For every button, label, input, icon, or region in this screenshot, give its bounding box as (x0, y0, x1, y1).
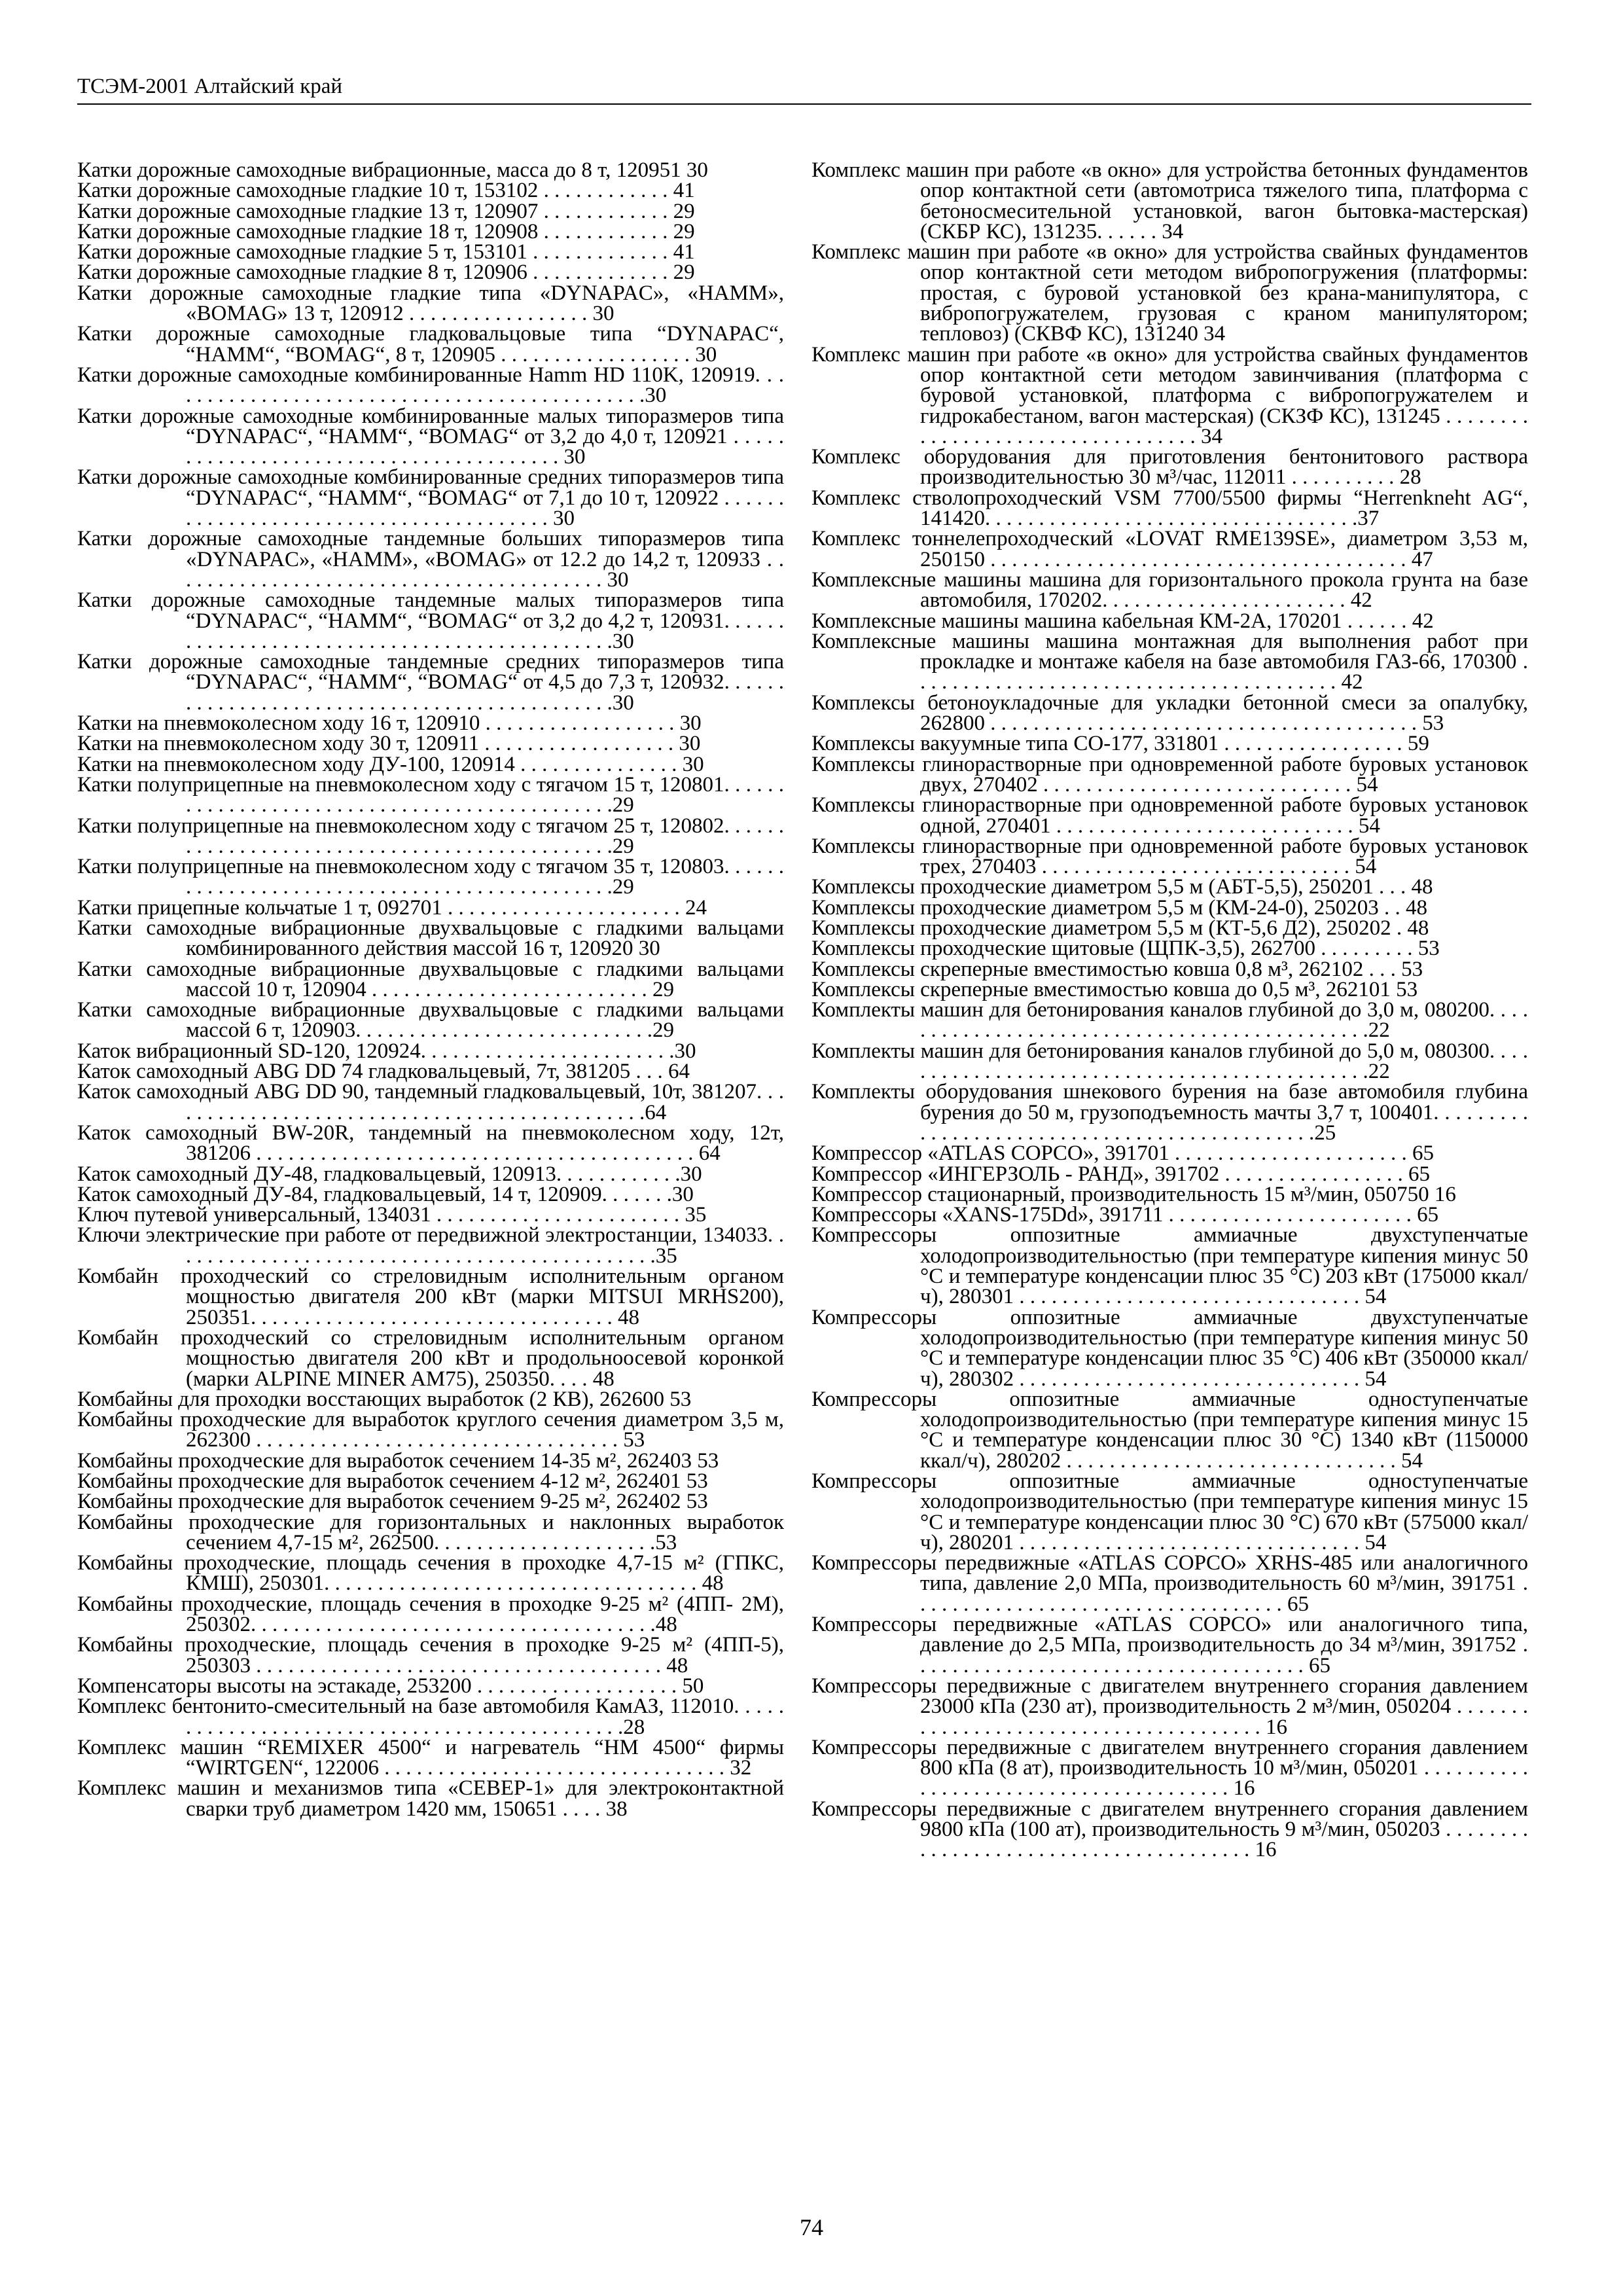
index-entry: Каток самоходный ABG DD 74 гладковальцевый, 7т, 381205 . . . 64 (77, 1060, 690, 1084)
index-entry: Комплекты оборудования шнекового бурения на базе автомобиля глубина бурения до 50 м, грузоподъемность мачты 3,7 т, 100401. . . . . . . . . . . . . . . . . . . . . . . . . . . . . . . . . . . . . . . . . . . . . .25 (812, 1080, 1528, 1145)
index-entry: Катки дорожные самоходные комбинированные малых типоразмеров типа “DYNAPAC“, “HAMM“, “BOMAG“ от 3,2 до 4,0 т, 120921 . . . . . . . . . . . . . . . . . . . . . . . . . . . . . . . . . . . . . . . . 30 (77, 404, 784, 469)
index-entry: Комбайны проходческие, площадь сечения в проходке 9-25 м² (4ПП-5), 250303 . . . . . . . . . . . . . . . . . . . . . . . . . . . . . . . . . . . . . . 48 (77, 1633, 784, 1677)
index-entry: Катки дорожные самоходные гладкие 13 т, 120907 . . . . . . . . . . . . 29 (77, 199, 695, 223)
index-entry: Катки дорожные самоходные гладкие типа «DYNAPAC», «HAMM», «BOMAG» 13 т, 120912 . . . . . . . . . . . . . . . . . 30 (77, 281, 784, 326)
index-entry: Компрессор «ATLAS COPCO», 391701 . . . . . . . . . . . . . . . . . . . . . . 65 (812, 1141, 1435, 1166)
index-entry: Компрессор «ИНГЕРЗОЛЬ - РАНД», 391702 . . . . . . . . . . . . . . . . . 65 (812, 1162, 1431, 1186)
index-entry: Комплекты машин для бетонирования каналов глубиной до 5,0 м, 080300. . . . . . . . . . . . . . . . . . . . . . . . . . . . . . . . . . . . . . . . . . . . . .22 (812, 1039, 1528, 1084)
index-entry: Комплекс машин при работе «в окно» для устройства свайных фундаментов опор контактной сети методом завинчивания (платформа с буровой установкой, платформа с вибропогружателем и гидрокабестаном, вагон мастерская) (СКЗФ КС), 131245 . . . . . . . . . . . . . . . . . . . . . . . . . . . . . . . . . . 34 (812, 342, 1528, 448)
index-entry: Катки самоходные вибрационные двухвальцовые с гладкими вальцами массой 6 т, 120903. . . . . . . . . . . . . . . . . . . . . . . . . . . .29 (77, 998, 784, 1043)
index-entry: Катки полуприцепные на пневмоколесном ходу с тягачом 15 т, 120801. . . . . . . . . . . . . . . . . . . . . . . . . . . . . . . . . . . . . . . . . . . . . .29 (77, 772, 784, 817)
index-entry: Компрессоры оппозитные аммиачные двухступенчатые холодопроизводительностью (при температуре кипения минус 50 °C и температуре конденсации плюс 35 °C) 203 кВт (175000 ккал/ч), 280301 . . . . . . . . . . . . . . . . . . . . . . . . . . . . . . . . 54 (812, 1223, 1528, 1309)
index-entry: Компрессоры передвижные «ATLAS COPCO» или аналогичного типа, давление до 2,5 МПа, производительность до 34 м³/мин, 391752 . . . . . . . . . . . . . . . . . . . . . . . . . . . . . . . . . . . . . 65 (812, 1613, 1528, 1677)
index-entry: Катки дорожные самоходные гладковальцовые типа “DYNAPAC“, “HAMM“, “BOMAG“, 8 т, 120905 . . . . . . . . . . . . . . . . . . 30 (77, 322, 784, 367)
index-entry: Комбайн проходческий со стреловидным исполнительным органом мощностью двигателя 200 кВт и продольноосевой коронкой (марки ALPINE MINER AM75), 250350. . . . 48 (77, 1325, 784, 1391)
index-entry: Комплекс машин и механизмов типа «СЕВЕР-1» для электроконтактной сварки труб диаметром 1420 мм, 150651 . . . . 38 (77, 1776, 784, 1821)
index-entry: Комплексы проходческие диаметром 5,5 м (КТ-5,6 Д2), 250202 . 48 (812, 916, 1429, 940)
index-entry: Комплексы проходческие щитовые (ЩПК-3,5), 262700 . . . . . . . . . 53 (812, 937, 1440, 961)
index-entry: Комплексы глинорастворные при одновременной работе буровых установок двух, 270402 . . . . . . . . . . . . . . . . . . . . . . . . . . . . . 54 (812, 752, 1528, 797)
index-entry: Комплекты машин для бетонирования каналов глубиной до 3,0 м, 080200. . . . . . . . . . . . . . . . . . . . . . . . . . . . . . . . . . . . . . . . . . . . . .22 (812, 998, 1528, 1043)
index-entry: Катки дорожные самоходные гладкие 18 т, 120908 . . . . . . . . . . . . 29 (77, 219, 695, 243)
index-entry: Компрессоры оппозитные аммиачные одноступенчатые холодопроизводительностью (при температуре кипения минус 15 °C и температуре конденсации плюс 30 °C) 1340 кВт (1150000 ккал/ч), 280202 . . . . . . . . . . . . . . . . . . . . . . . . . . . . . . . 54 (812, 1387, 1528, 1473)
index-entry: Компрессоры оппозитные аммиачные одноступенчатые холодопроизводительностью (при температуре кипения минус 15 °C и температуре конденсации плюс 30 °C) 670 кВт (575000 ккал/ч), 280201 . . . . . . . . . . . . . . . . . . . . . . . . . . . . . . . . 54 (812, 1469, 1528, 1554)
index-entry: Комбайны проходческие, площадь сечения в проходке 9-25 м² (4ПП- 2М), 250302. . . . . . . . . . . . . . . . . . . . . . . . . . . . . . . . . . . . . .48 (77, 1592, 784, 1637)
index-entry: Катки дорожные самоходные гладкие 5 т, 153101 . . . . . . . . . . . . . 41 (77, 240, 695, 264)
index-entry: Катки прицепные кольчатые 1 т, 092701 . . . . . . . . . . . . . . . . . . . . . . 24 (77, 895, 707, 920)
index-entry: Комплекс тоннелепроходческий «LOVAT RME139SE», диаметром 3,53 м, 250150 . . . . . . . . . . . . . . . . . . . . . . . . . . . . . . . . . . . . . . . 47 (812, 527, 1528, 571)
header-title: ТСЭМ-2001 Алтайский край (77, 75, 343, 98)
index-entry: Комбайны проходческие для выработок сечением 4-12 м², 262401 53 (77, 1469, 708, 1493)
index-entry: Катки дорожные самоходные тандемные малых типоразмеров типа “DYNAPAC“, “HAMM“, “BOMAG“ от 3,2 до 4,2 т, 120931. . . . . . . . . . . . . . . . . . . . . . . . . . . . . . . . . . . . . . . . . . . . . .30 (77, 588, 784, 653)
index-entry: Комплексные машины машина для горизонтального прокола грунта на базе автомобиля, 170202. . . . . . . . . . . . . . . . . . . . . . . 42 (812, 567, 1528, 613)
index-entry: Ключи электрические при работе от передвижной электростанции, 134033. . . . . . . . . . . . . . . . . . . . . . . . . . . . . . . . . . . . . . . . . . . . . .35 (77, 1223, 784, 1268)
page-header (77, 73, 1531, 105)
index-entry: Катки дорожные самоходные вибрационные, масса до 8 т, 120951 30 (77, 158, 708, 182)
index-entry: Катки самоходные вибрационные двухвальцовые с гладкими вальцами комбинированного действия массой 16 т, 120920 30 (77, 916, 784, 961)
index-entry: Комплексы проходческие диаметром 5,5 м (АБТ-5,5), 250201 . . . 48 (812, 875, 1433, 899)
index-entry: Компенсаторы высоты на эстакаде, 253200 . . . . . . . . . . . . . . . . . . . 50 (77, 1674, 704, 1698)
index-entry: Компрессоры передвижные с двигателем внутреннего сгорания давлением 800 кПа (8 ат), производительность 10 м³/мин, 050201 . . . . . . . . . . . . . . . . . . . . . . . . . . . . . . . . . . . . . . . 16 (812, 1735, 1528, 1801)
index-entry: Комплекс машин при работе «в окно» для устройства свайных фундаментов опор контактной сети методом вибропогружения (платформы: простая, с буровой установкой без крана-манипулятора, с вибропогружателем, грузовая с краном манипулятором; тепловоз) (СКВФ КС), 131240 34 (812, 240, 1528, 346)
index-entry: Катки полуприцепные на пневмоколесном ходу с тягачом 35 т, 120803. . . . . . . . . . . . . . . . . . . . . . . . . . . . . . . . . . . . . . . . . . . . . .29 (77, 855, 784, 899)
index-entry: Катки дорожные самоходные комбинированные средних типоразмеров типа “DYNAPAC“, “HAMM“, “BOMAG“ от 7,1 до 10 т, 120922 . . . . . . . . . . . . . . . . . . . . . . . . . . . . . . . . . . . . . . . . 30 (77, 465, 784, 531)
index-column-left (77, 160, 784, 1820)
index-entry: Комбайны проходческие для горизонтальных и наклонных выработок сечением 4,7-15 м², 262500. . . . . . . . . . . . . . . . . . . . .53 (77, 1510, 784, 1554)
index-entry: Комплексы глинорастворные при одновременной работе буровых установок одной, 270401 . . . . . . . . . . . . . . . . . . . . . . . . . . . . 54 (812, 793, 1528, 838)
index-entry: Комбайны для проходки восстающих выработок (2 КВ), 262600 53 (77, 1387, 692, 1411)
index-entry: Каток самоходный ДУ-48, гладковальцевый, 120913. . . . . . . . . . . .30 (77, 1162, 702, 1186)
index-entry: Комплекс машин “REMIXER 4500“ и нагреватель “HM 4500“ фирмы “WIRTGEN“, 122006 . . . . . . . . . . . . . . . . . . . . . . . . . . . . . . . . 32 (77, 1735, 784, 1780)
index-entry: Комбайны проходческие для выработок сечением 14-35 м², 262403 53 (77, 1448, 719, 1473)
index-entry: Комплексные машины машина кабельная КМ-2А, 170201 . . . . . . 42 (812, 609, 1434, 633)
index-entry: Комбайны проходческие для выработок сечением 9-25 м², 262402 53 (77, 1490, 708, 1514)
index-entry: Компрессоры передвижные с двигателем внутреннего сгорания давлением 9800 кПа (100 ат), производительность 9 м³/мин, 050203 . . . . . . . . . . . . . . . . . . . . . . . . . . . . . . . . . . . . . . . 16 (812, 1797, 1528, 1862)
index-entry: Комплексы скреперные вместимостью ковша до 0,5 м³, 262101 53 (812, 977, 1418, 1001)
index-entry: Катки самоходные вибрационные двухвальцовые с гладкими вальцами массой 10 т, 120904 . . . . . . . . . . . . . . . . . . . . . . . . . . 29 (77, 957, 784, 1001)
index-entry: Катки дорожные самоходные тандемные средних типоразмеров типа “DYNAPAC“, “HAMM“, “BOMAG“ от 4,5 до 7,3 т, 120932. . . . . . . . . . . . . . . . . . . . . . . . . . . . . . . . . . . . . . . . . . . . . .30 (77, 650, 784, 715)
index-entry: Катки дорожные самоходные тандемные больших типоразмеров типа «DYNAPAC», «HAMM», «BOMAG» от 12.2 до 14,2 т, 120933 . . . . . . . . . . . . . . . . . . . . . . . . . . . . . . . . . . . . . . . . . 30 (77, 527, 784, 592)
index-column-right (812, 160, 1528, 1861)
index-entry: Катки дорожные самоходные комбинированные Hamm HD 110K, 120919. . . . . . . . . . . . . . . . . . . . . . . . . . . . . . . . . . . . . . . . . . . . . .30 (77, 363, 784, 408)
index-entry: Комплексы вакуумные типа СО-177, 331801 . . . . . . . . . . . . . . . . . 59 (812, 732, 1429, 756)
index-entry: Комплекс оборудования для приготовления бентонитового раствора производительностью 30 м³/час, 112011 . . . . . . . . . . 28 (812, 445, 1528, 490)
index-entry: Катки на пневмоколесном ходу ДУ-100, 120914 . . . . . . . . . . . . . . . 30 (77, 752, 704, 776)
index-entry: Комплекс ствoлопроходческий VSM 7700/5500 фирмы “Herrenkneht AG“, 141420. . . . . . . . . . . . . . . . . . . . . . . . . . . . . . . . . . .37 (812, 486, 1528, 531)
index-entry: Каток самоходный ABG DD 90, тандемный гладковальцевый, 10т, 381207. . . . . . . . . . . . . . . . . . . . . . . . . . . . . . . . . . . . . . . . . . . . . .64 (77, 1080, 784, 1124)
index-entry: Каток самоходный BW-20R, тандемный на пневмоколесном ходу, 12т, 381206 . . . . . . . . . . . . . . . . . . . . . . . . . . . . . . . . . . . . . . . . . 64 (77, 1121, 784, 1166)
index-entry: Каток вибрационный SD-120, 120924. . . . . . . . . . . . . . . . . . . . . . . .30 (77, 1039, 696, 1063)
index-entry: Катки на пневмоколесном ходу 16 т, 120910 . . . . . . . . . . . . . . . . . . 30 (77, 711, 702, 736)
index-entry: Компрессоры оппозитные аммиачные двухступенчатые холодопроизводительностью (при температуре кипения минус 50 °C и температуре конденсации плюс 35 °C) 406 кВт (350000 ккал/ч), 280302 . . . . . . . . . . . . . . . . . . . . . . . . . . . . . . . . 54 (812, 1305, 1528, 1391)
index-entry: Комплексные машины машина монтажная для выполнения работ при прокладке и монтаже кабеля на базе автомобиля ГАЗ-66, 170300 . . . . . . . . . . . . . . . . . . . . . . . . . . . . . . . . . . . . . . . . 42 (812, 629, 1528, 694)
index-entry: Комплексы глинорастворные при одновременной работе буровых установок трех, 270403 . . . . . . . . . . . . . . . . . . . . . . . . . . . . . 54 (812, 834, 1528, 879)
index-entry: Комбайн проходческий со стреловидным исполнительным органом мощностью двигателя 200 кВт (марки MITSUI MRHS200), 250351. . . . . . . . . . . . . . . . . . . . . . . . . . . . . . . . . . 48 (77, 1265, 784, 1329)
index-entry: Компрессор стационарный, производительность 15 м³/мин, 050750 16 (812, 1182, 1456, 1206)
index-entry: Катки полуприцепные на пневмоколесном ходу с тягачом 25 т, 120802. . . . . . . . . . . . . . . . . . . . . . . . . . . . . . . . . . . . . . . . . . . . . .29 (77, 814, 784, 858)
index-entry: Катки дорожные самоходные гладкие 8 т, 120906 . . . . . . . . . . . . . 29 (77, 260, 695, 285)
index-entry: Компрессоры «XANS-175Dd», 391711 . . . . . . . . . . . . . . . . . . . . . . . 65 (812, 1203, 1439, 1227)
index-entry: Комплексы проходческие диаметром 5,5 м (КМ-24-0), 250203 . . 48 (812, 895, 1428, 920)
index-entry: Комплекс машин при работе «в окно» для устройства бетонных фундаментов опор контактной сети (автомотриса тяжелого типа, платформа с бетоносмесительной установкой, вагон бытовка-мастерская) (СКБР КС), 131235. . . . . . 34 (812, 158, 1528, 243)
index-entry: Комбайны проходческие для выработок круглого сечения диаметром 3,5 м, 262300 . . . . . . . . . . . . . . . . . . . . . . . . . . . . . . . . . . 53 (77, 1408, 784, 1452)
index-entry: Комплекс бентонито-смесительный на базе автомобиля КамАЗ, 112010. . . . . . . . . . . . . . . . . . . . . . . . . . . . . . . . . . . . . . . . . . . . . .28 (77, 1695, 784, 1739)
index-entry: Компрессоры передвижные с двигателем внутреннего сгорания давлением 23000 кПа (230 ат), производительность 2 м³/мин, 050204 . . . . . . . . . . . . . . . . . . . . . . . . . . . . . . . . . . . . . . . 16 (812, 1674, 1528, 1739)
index-entry: Ключ путевой универсальный, 134031 . . . . . . . . . . . . . . . . . . . . . . . 35 (77, 1203, 707, 1227)
index-entry: Комплексы бетоноукладочные для укладки бетонной смеси за опалубку, 262800 . . . . . . . . . . . . . . . . . . . . . . . . . . . . . . . . . . . . . . . . 53 (812, 691, 1528, 736)
index-entry: Каток самоходный ДУ-84, гладковальцевый, 14 т, 120909. . . . . . .30 (77, 1182, 694, 1206)
index-entry: Катки дорожные самоходные гладкие 10 т, 153102 . . . . . . . . . . . . 41 (77, 179, 695, 203)
index-entry: Комплексы скреперные вместимостью ковша 0,8 м³, 262102 . . . 53 (812, 957, 1423, 981)
index-entry: Комбайны проходческие, площадь сечения в проходке 4,7-15 м² (ГПКС, КМШ), 250301. . . . . . . . . . . . . . . . . . . . . . . . . . . . . . . . . . . 48 (77, 1551, 784, 1596)
page-number: 74 (800, 2214, 823, 2240)
index-entry: Катки на пневмоколесном ходу 30 т, 120911 . . . . . . . . . . . . . . . . . . 30 (77, 732, 701, 756)
index-entry: Компрессоры передвижные «ATLAS COPCO» XRHS-485 или аналогичного типа, давление 2,0 МПа, производительность 60 м³/мин, 391751 . . . . . . . . . . . . . . . . . . . . . . . . . . . . . . . . . . . 65 (812, 1551, 1528, 1616)
